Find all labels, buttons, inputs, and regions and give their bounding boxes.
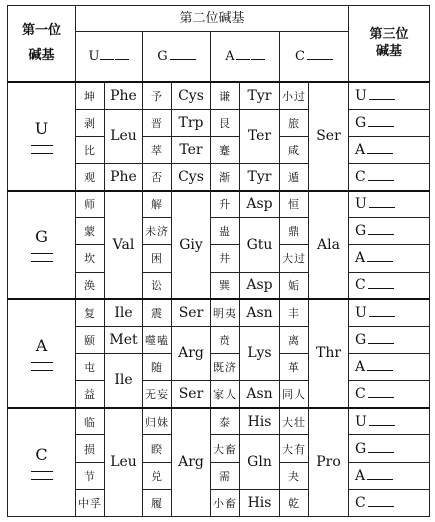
amino-acid-cell: Met: [105, 326, 143, 353]
hexagram-cell: 萃: [143, 136, 172, 163]
first-base-header-line2: 碱基: [28, 48, 55, 64]
first-base-U: U: [8, 82, 76, 191]
hexagram-cell: 鼎: [280, 218, 309, 245]
third-base-cell: C: [349, 272, 430, 299]
hexagram-cell: 同人: [280, 381, 309, 408]
hexagram-cell: 临: [76, 408, 105, 435]
amino-acid-cell: Tyr: [240, 163, 280, 190]
amino-acid-cell: Asn: [240, 381, 280, 408]
hexagram-cell: 涣: [76, 272, 105, 299]
third-base-header-line2: 碱基: [376, 44, 403, 60]
amino-acid-cell: Asp: [240, 191, 280, 218]
third-base-cell: G: [349, 218, 430, 245]
hexagram-cell: 解: [143, 191, 172, 218]
hexagram-cell: 否: [143, 163, 172, 190]
amino-acid-cell: Lys: [240, 326, 280, 380]
hexagram-cell: 姤: [280, 272, 309, 299]
hexagram-cell: 旅: [280, 109, 309, 136]
hexagram-cell: 大畜: [211, 435, 240, 462]
hexagram-cell: 既济: [211, 353, 240, 380]
hexagram-cell: 无妄: [143, 381, 172, 408]
amino-acid-cell: Asn: [240, 299, 280, 326]
hexagram-cell: 剥: [76, 109, 105, 136]
first-base-header: [8, 6, 76, 82]
hexagram-cell: 困: [143, 245, 172, 272]
hexagram-cell: 需: [211, 462, 240, 489]
amino-acid-cell: Cys: [172, 163, 211, 190]
hexagram-cell: 井: [211, 245, 240, 272]
first-base-C: C: [8, 408, 76, 517]
third-base-cell: U: [349, 408, 430, 435]
third-base-cell: A: [349, 353, 430, 380]
hexagram-cell: 噬嗑: [143, 326, 172, 353]
hexagram-cell: 贲: [211, 326, 240, 353]
third-base-cell: U: [349, 191, 430, 218]
hexagram-cell: 乾: [280, 489, 309, 516]
third-base-cell: C: [349, 381, 430, 408]
third-base-header-line1: 第三位: [369, 27, 409, 43]
amino-acid-cell: Ile: [105, 299, 143, 326]
third-base-cell: U: [349, 82, 430, 109]
hexagram-cell: 夬: [280, 462, 309, 489]
hexagram-cell: 巽: [211, 272, 240, 299]
hexagram-cell: 观: [76, 163, 105, 190]
amino-acid-cell: Cys: [172, 82, 211, 109]
amino-acid-cell: Ter: [172, 136, 211, 163]
second-col-C: C: [280, 32, 349, 82]
third-base-cell: G: [349, 109, 430, 136]
amino-acid-cell: Trp: [172, 109, 211, 136]
hexagram-cell: 恒: [280, 191, 309, 218]
third-base-cell: A: [349, 136, 430, 163]
hexagram-cell: 艮: [211, 109, 240, 136]
hexagram-cell: 中孚: [76, 489, 105, 516]
hexagram-cell: 震: [143, 299, 172, 326]
amino-acid-cell: Leu: [105, 408, 143, 517]
hexagram-cell: 遁: [280, 163, 309, 190]
hexagram-cell: 泰: [211, 408, 240, 435]
codon-hexagram-table: [7, 5, 430, 517]
amino-acid-cell: Ala: [309, 191, 349, 300]
hexagram-cell: 坎: [76, 245, 105, 272]
hexagram-cell: 丰: [280, 299, 309, 326]
hexagram-cell: 师: [76, 191, 105, 218]
amino-acid-cell: Thr: [309, 299, 349, 408]
hexagram-cell: 蹇: [211, 136, 240, 163]
second-col-U: U: [76, 32, 143, 82]
amino-acid-cell: His: [240, 489, 280, 516]
amino-acid-cell: Gtu: [240, 218, 280, 272]
amino-acid-cell: Ser: [309, 82, 349, 191]
amino-acid-cell: Giy: [172, 191, 211, 300]
hexagram-cell: 比: [76, 136, 105, 163]
amino-acid-cell: Pro: [309, 408, 349, 517]
amino-acid-cell: Phe: [105, 163, 143, 190]
hexagram-cell: 谦: [211, 82, 240, 109]
second-col-A: A: [211, 32, 280, 82]
third-base-cell: A: [349, 462, 430, 489]
hexagram-cell: 晋: [143, 109, 172, 136]
amino-acid-cell: Phe: [105, 82, 143, 109]
third-base-cell: G: [349, 435, 430, 462]
third-base-cell: C: [349, 163, 430, 190]
hexagram-cell: 未济: [143, 218, 172, 245]
hexagram-cell: 小过: [280, 82, 309, 109]
amino-acid-cell: Gln: [240, 435, 280, 489]
third-base-cell: C: [349, 489, 430, 516]
hexagram-cell: 归妹: [143, 408, 172, 435]
hexagram-cell: 履: [143, 489, 172, 516]
third-base-cell: G: [349, 326, 430, 353]
third-base-cell: U: [349, 299, 430, 326]
hexagram-cell: 明夷: [211, 299, 240, 326]
hexagram-cell: 屯: [76, 353, 105, 380]
amino-acid-cell: Arg: [172, 326, 211, 380]
amino-acid-cell: Ile: [105, 353, 143, 407]
hexagram-cell: 兑: [143, 462, 172, 489]
hexagram-cell: 益: [76, 381, 105, 408]
second-col-G: G: [143, 32, 211, 82]
hexagram-cell: 渐: [211, 163, 240, 190]
amino-acid-cell: Val: [105, 191, 143, 300]
hexagram-cell: 坤: [76, 82, 105, 109]
amino-acid-cell: Ser: [172, 299, 211, 326]
amino-acid-cell: His: [240, 408, 280, 435]
hexagram-cell: 咸: [280, 136, 309, 163]
amino-acid-cell: Asp: [240, 272, 280, 299]
hexagram-cell: 蒙: [76, 218, 105, 245]
first-base-header-line1: 第一位: [21, 23, 61, 39]
first-base-A: A: [8, 299, 76, 408]
hexagram-cell: 颐: [76, 326, 105, 353]
amino-acid-cell: Ter: [240, 109, 280, 163]
hexagram-cell: 大过: [280, 245, 309, 272]
hexagram-cell: 大有: [280, 435, 309, 462]
second-base-header: 第二位碱基: [76, 6, 349, 32]
third-base-header: [349, 6, 430, 82]
amino-acid-cell: Arg: [172, 408, 211, 517]
amino-acid-cell: Tyr: [240, 82, 280, 109]
first-base-G: G: [8, 191, 76, 300]
amino-acid-cell: Leu: [105, 109, 143, 163]
hexagram-cell: 讼: [143, 272, 172, 299]
hexagram-cell: 予: [143, 82, 172, 109]
hexagram-cell: 离: [280, 326, 309, 353]
hexagram-cell: 节: [76, 462, 105, 489]
amino-acid-cell: Ser: [172, 381, 211, 408]
third-base-cell: A: [349, 245, 430, 272]
hexagram-cell: 复: [76, 299, 105, 326]
hexagram-cell: 革: [280, 353, 309, 380]
hexagram-cell: 损: [76, 435, 105, 462]
hexagram-cell: 随: [143, 353, 172, 380]
hexagram-cell: 蛊: [211, 218, 240, 245]
hexagram-cell: 睽: [143, 435, 172, 462]
hexagram-cell: 升: [211, 191, 240, 218]
hexagram-cell: 小畜: [211, 489, 240, 516]
hexagram-cell: 大壮: [280, 408, 309, 435]
hexagram-cell: 家人: [211, 381, 240, 408]
